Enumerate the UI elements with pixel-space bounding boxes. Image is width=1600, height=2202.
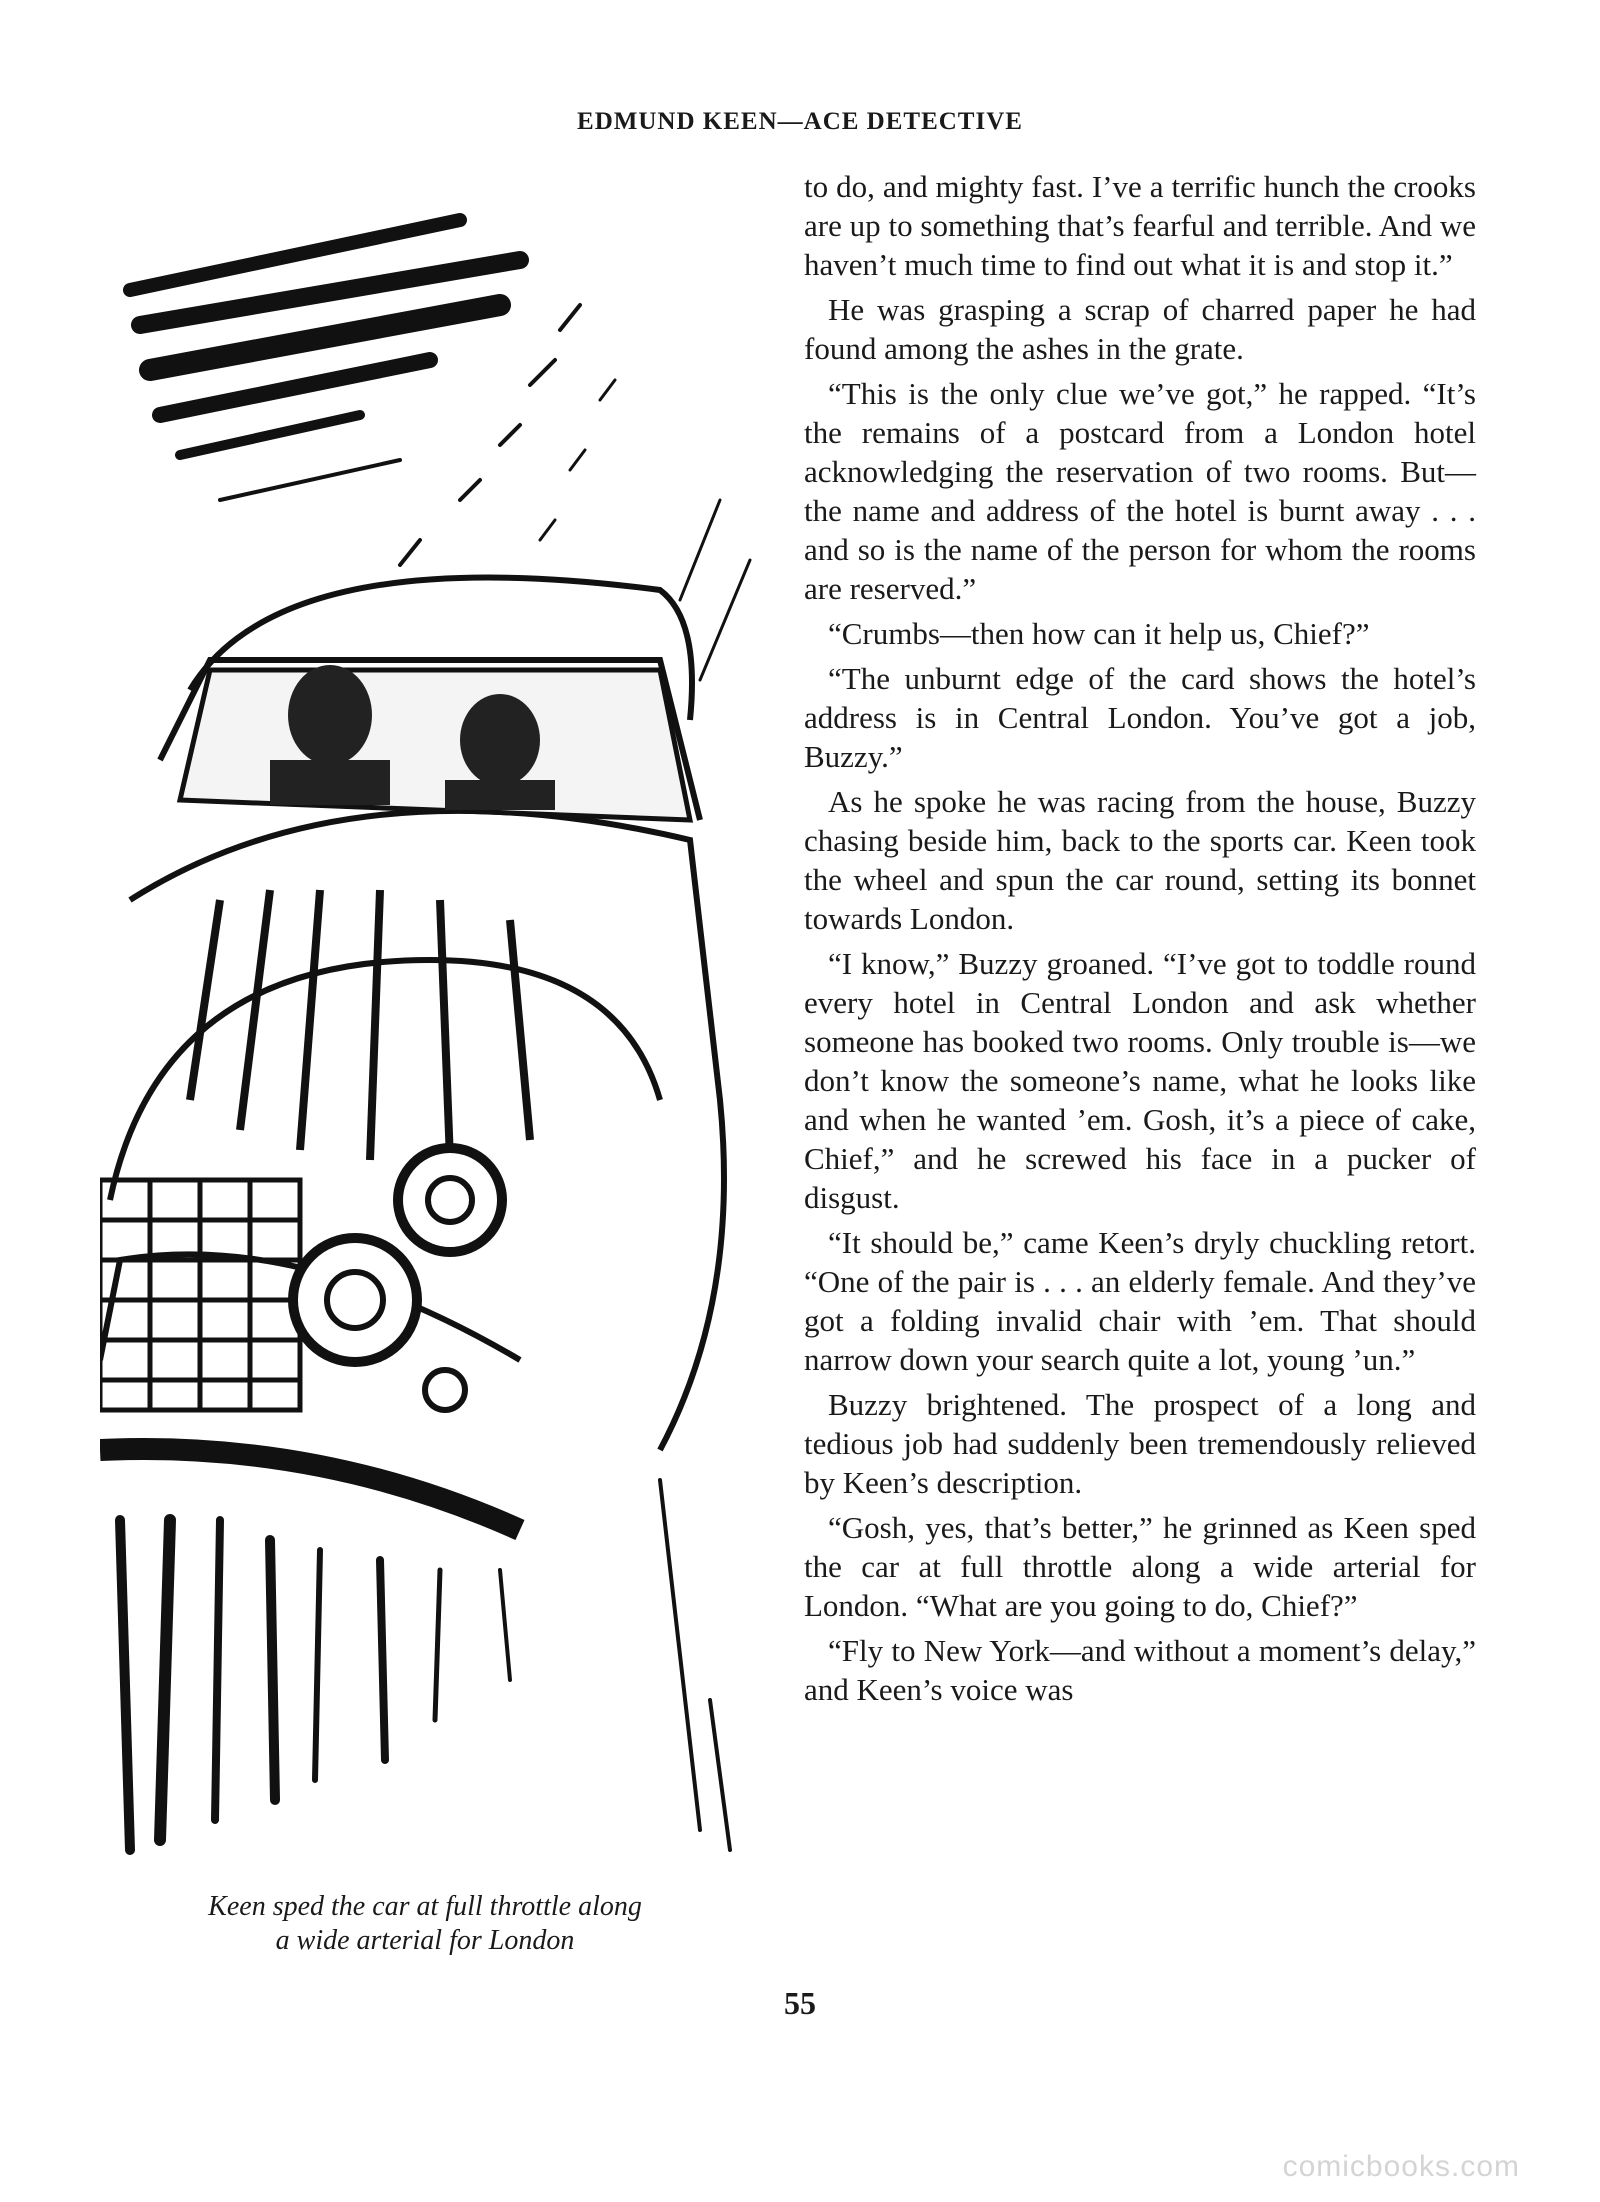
- caption-line-2: a wide arterial for London: [275, 1925, 575, 1956]
- paragraph: “Crumbs—then how can it help us, Chief?”: [828, 616, 1370, 651]
- paragraph: “It should be,” came Keen’s dryly chuckling retort. “One of the pair is . . . an elderly female. And they’ve got a folding invalid chair with ’em. That should narrow down your search quite a lot, young ’un.”: [804, 1225, 1476, 1377]
- caption-line-1: Keen sped the car at full throttle along: [208, 1891, 642, 1922]
- paragraph: Buzzy brightened. The prospect of a long and tedious job had suddenly been tremendously relieved by Keen’s description.: [804, 1387, 1476, 1500]
- paragraph: He was grasping a scrap of charred paper he had found among the ashes in the grate.: [804, 292, 1476, 366]
- paragraph: “The unburnt edge of the card shows the hotel’s address is in Central London. You’ve got a job, Buzzy.”: [804, 661, 1476, 774]
- paragraph: “I know,” Buzzy groaned. “I’ve got to toddle round every hotel in Central London and ask whether someone has booked two rooms. Only trouble is—we don’t know the someone’s name, what he looks like and when he wanted ’em. Gosh, it’s a piece of cake, Chief,” and he screwed his face in a pucker of disgust.: [804, 946, 1476, 1215]
- running-header: EDMUND KEEN—ACE DETECTIVE: [577, 108, 1023, 135]
- illustration-caption: [110, 1890, 740, 1958]
- page-number: 55: [784, 1985, 816, 2021]
- car-illustration: [100, 200, 770, 1870]
- paragraph: “Gosh, yes, that’s better,” he grinned as Keen sped the car at full throttle along a wide arterial for London. “What are you going to do, Chief?”: [804, 1510, 1476, 1623]
- paragraph: As he spoke he was racing from the house, Buzzy chasing beside him, back to the sports car. Keen took the wheel and spun the car round, setting its bonnet towards London.: [804, 784, 1476, 936]
- paragraph: “This is the only clue we’ve got,” he rapped. “It’s the remains of a postcard from a London hotel acknowledging the reservation of two rooms. But—the name and address of the hotel is burnt away . . . and so is the name of the person for whom the rooms are reserved.”: [804, 376, 1476, 606]
- text-column: [804, 167, 1476, 1715]
- watermark: comicbooks.com: [1282, 2150, 1520, 2183]
- paragraph: “Fly to New York—and without a moment’s delay,” and Keen’s voice was: [804, 1633, 1476, 1707]
- paragraph: to do, and mighty fast. I’ve a terrific hunch the crooks are up to something that’s fearful and terrible. And we haven’t much time to find out what it is and stop it.”: [804, 169, 1476, 282]
